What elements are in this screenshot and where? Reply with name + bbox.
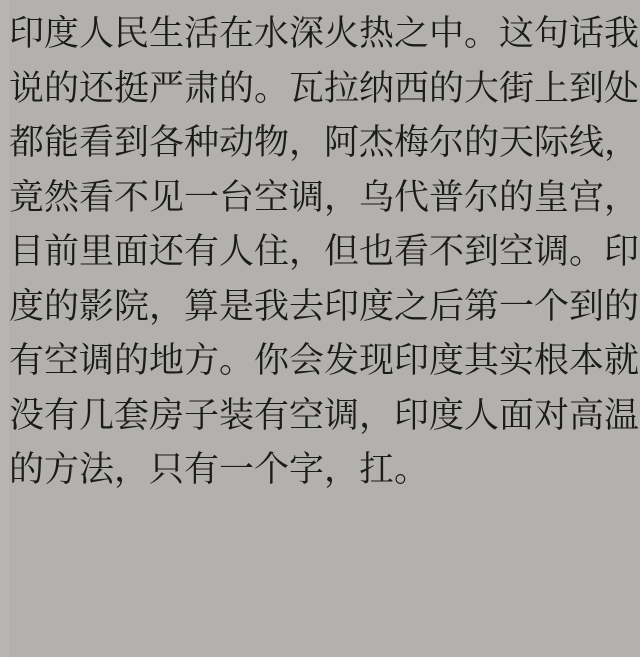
article-body-text: 印度人民生活在水深火热之中。这句话我说的还挺严肃的。瓦拉纳西的大街上到处都能看到各种动物，阿杰梅尔的天际线，竟然看不见一台空调，乌代普尔的皇宫，目前里面还有人住，但也看不到空调。印度的影院，算是我去印度之后第一个到的有空调的地方。你会发现印度其实根本就没有几套房子装有空调，印度人面对高温的方法，只有一个字，扛。 (9, 14, 640, 490)
left-margin-strip (0, 0, 9, 657)
